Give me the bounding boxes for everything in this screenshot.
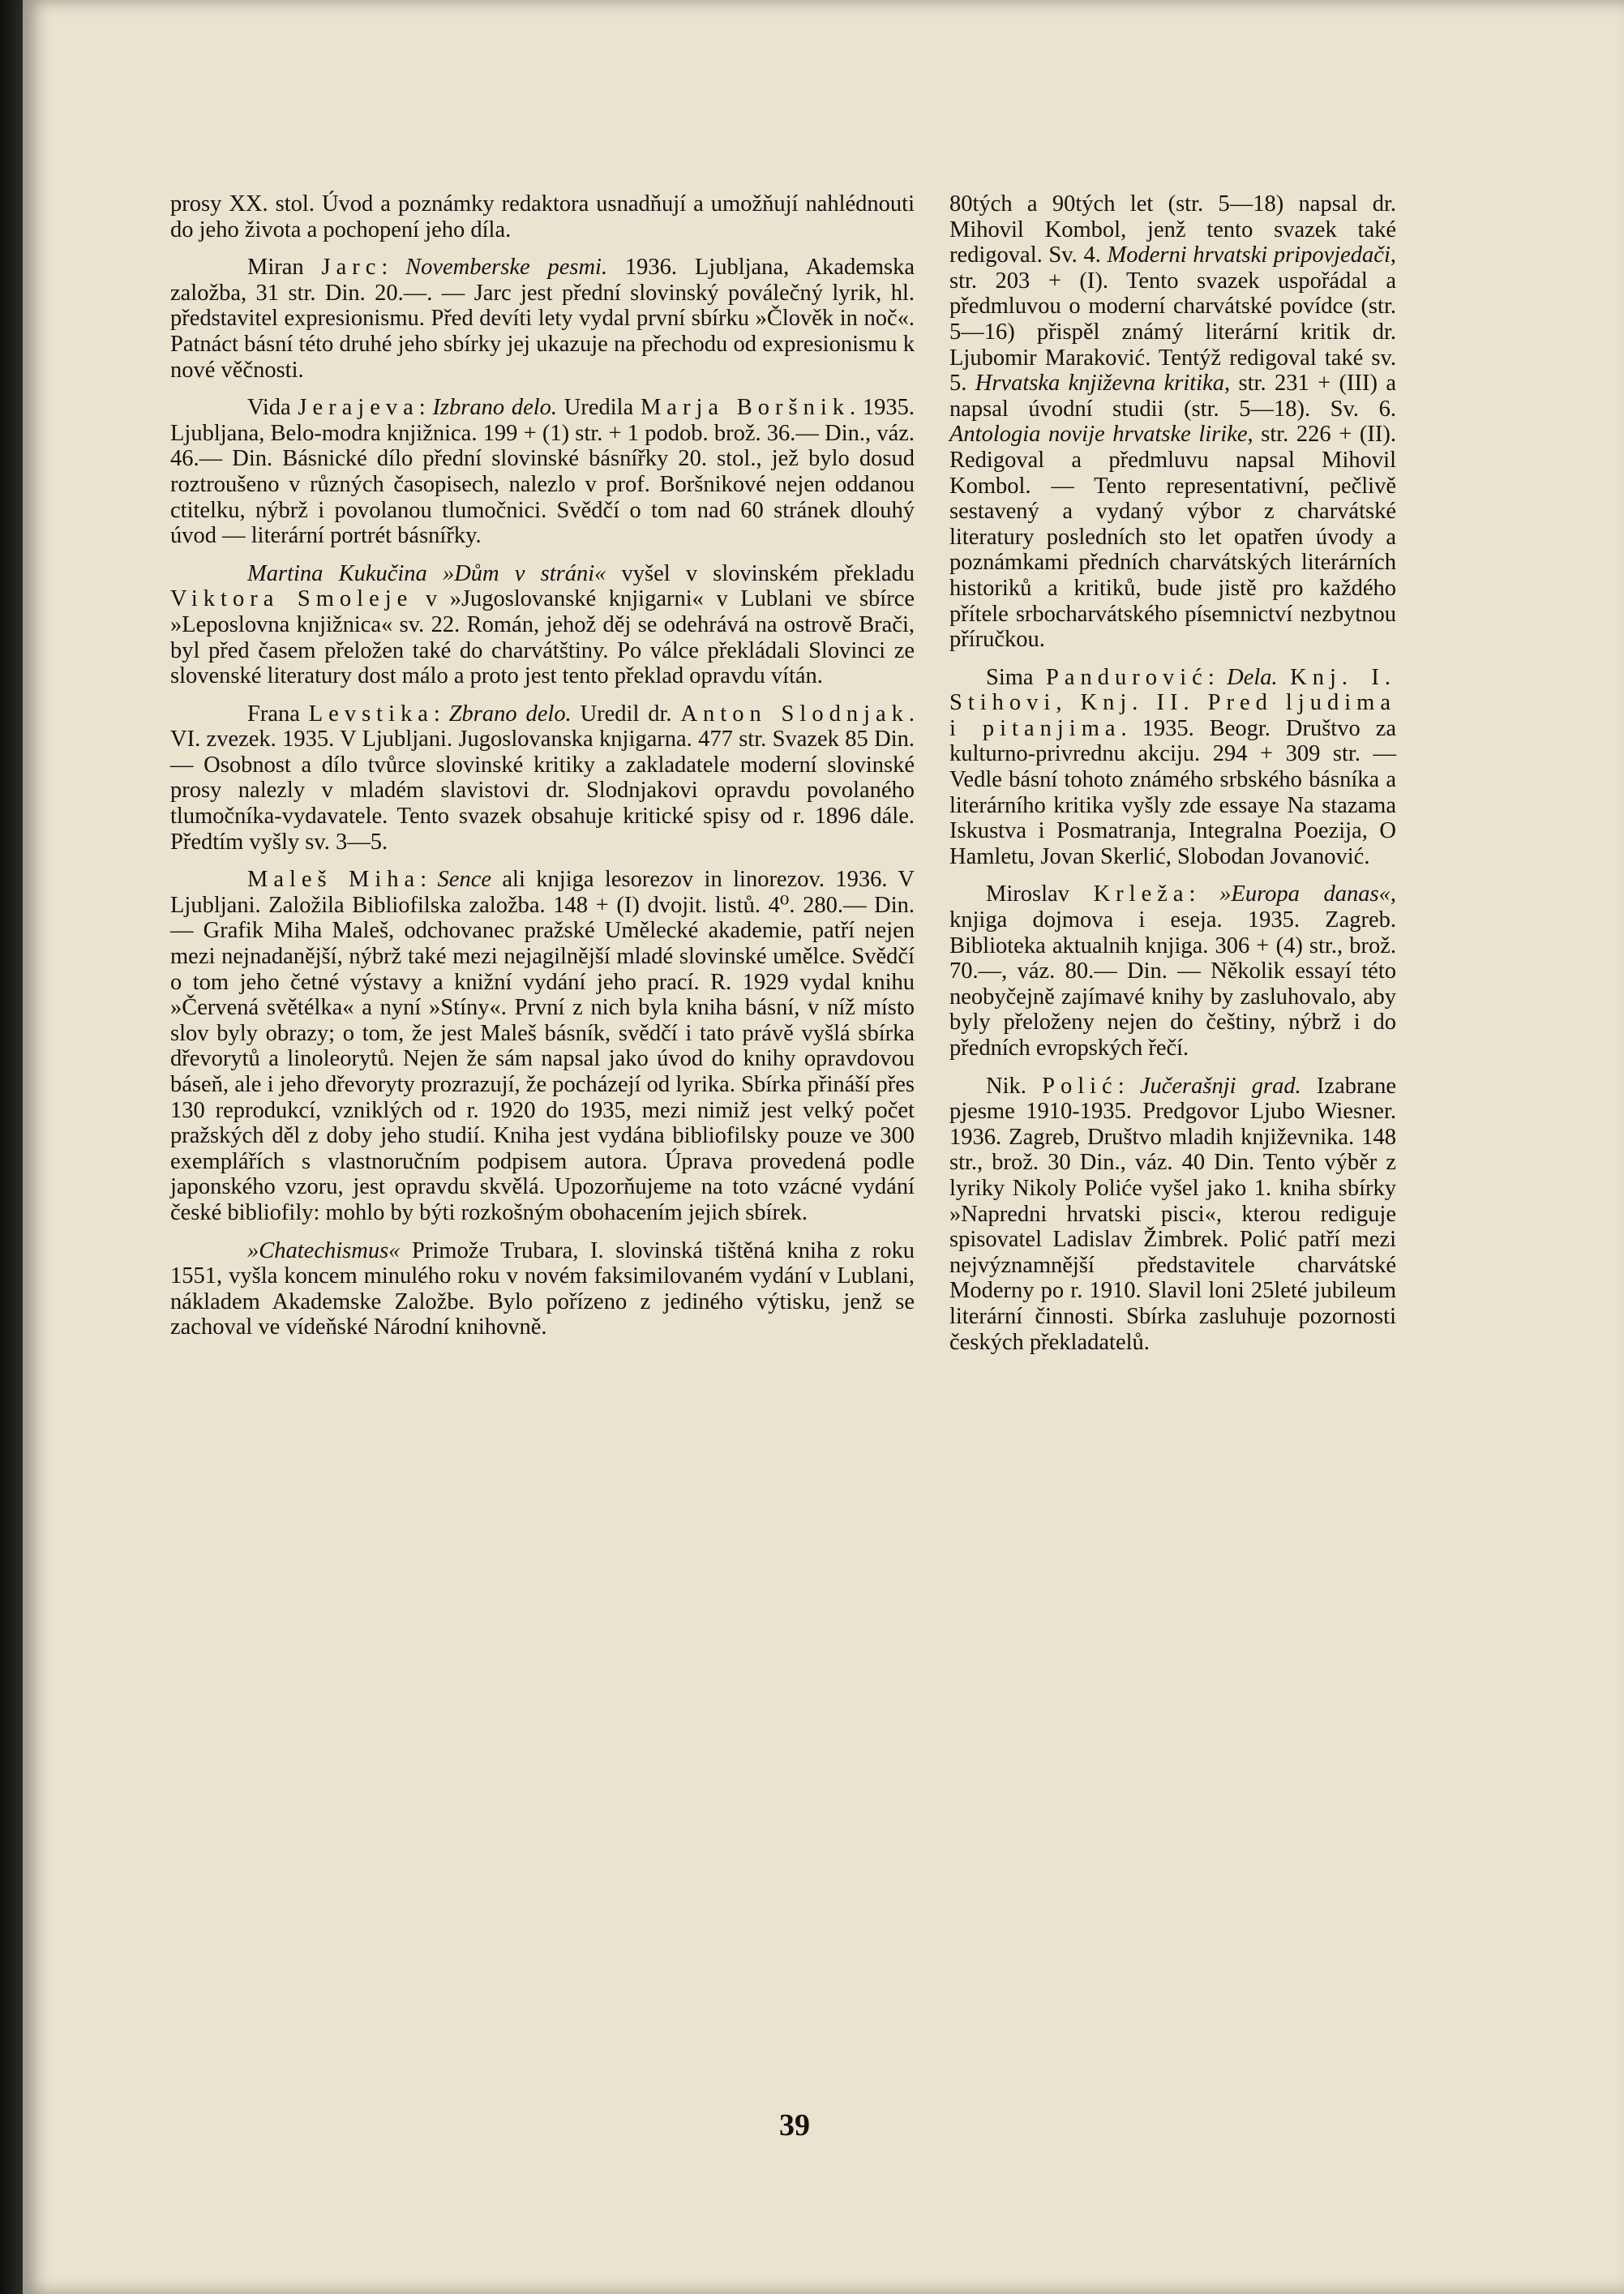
paragraph-text: . 1935. Ljubljana, Belo-modra knjižnica. 199 + (1) str. + 1 podob. brož. 36.— Din., váz. 46.— Din. Básnické dílo přední slovinské básnířky 20. stol., jež bylo dosud roztroušeno v různých časopisech, nalezlo v prof. Boršnikové nejen oddanou ctitelku, nýbrž i povolanou tlumočnici. Svědčí o tom nad 60 stránek dlouhý úvod — literární portrét básnířky. (170, 395, 915, 549)
book-title: Antologia novije hrvatske lirike (949, 422, 1248, 448)
author-first-name: Vida (247, 395, 298, 421)
author-name: Maleš Miha (247, 867, 421, 893)
paragraph-text: , str. 203 + (I). Tento svazek uspořádal a předmluvou o moderní charvátské povídce (str. 5—16) přispěl známý literární kritik dr. Ljubomir Maraković. Tentýž redigoval také sv. 5. (949, 242, 1396, 397)
book-title: Jučerašnji grad. (1139, 1073, 1301, 1099)
review-paragraph (170, 1238, 915, 1340)
author-last-name: Jarc (321, 255, 382, 281)
paragraph-text: . VI. zvezek. 1935. V Ljubljani. Jugoslovanska knjigarna. 477 str. Svazek 85 Din. — Osobnost a dílo tvůrce slovinské kritiky a zakladatele moderní slovinské prosy nalezly v mladém slavistovi dr. Slodnjakovi opravdu povolaného tlumočníka-vydavatele. Tento svazek obsahuje kritické spisy od r. 1896 dále. Předtím vyšly sv. 3—5. (170, 701, 915, 855)
author-last-name: Jerajeva (298, 395, 419, 421)
book-title: Novemberske pesmi. (405, 255, 608, 281)
paragraph-text: Uredila (557, 395, 641, 421)
paragraph-text: Primože Trubara, I. slovinská tištěná kniha z roku 1551, vyšla koncem minulého roku v novém faksimilovaném vydání v Lublani, nákladem Akademske Založbe. Bylo pořízeno z jediného výtisku, jenž se zachoval ve vídeňské Národní knihovně. (170, 1237, 915, 1340)
book-title: Martina Kukučina »Dům v stráni« (247, 560, 606, 586)
paragraph-text: Izabrane pjesme 1910-1935. Predgovor Ljubo Wiesner. 1936. Zagreb, Društvo mladih književnika. 148 str., brož. 30 Din., váz. 40 Din. Tento výběr z lyriky Nikoly Poliće vyšel jako 1. kniha sbírky »Napredni hrvatski pisci«, kterou rediguje spisovatel Ladislav Žimbrek. Polić patří mezi nejvýznamnější představitele charvátské Moderny po r. 1910. Slavil loni 25leté jubileum literární činnosti. Sbírka zasluhuje pozornosti českých překladatelů. (949, 1073, 1397, 1355)
author-last-name: Levstika (308, 701, 434, 727)
separator: : (433, 701, 449, 727)
separator: : (1117, 1073, 1140, 1099)
editor-name: Anton Slodnjak (680, 701, 909, 727)
book-title: »Chatechismus« (247, 1237, 401, 1263)
book-title: »Europa danas« (1219, 881, 1390, 907)
editor-name: Marja Boršnik (640, 395, 851, 421)
paragraph-text: prosy XX. stol. Úvod a poznámky redaktora usnadňují a umožňují nahlédnouti do jeho života a pochopení jeho díla. (170, 191, 915, 242)
left-column (170, 191, 915, 1353)
author-first-name: Frana (247, 701, 309, 727)
book-title: Dela. (1227, 664, 1278, 690)
author-first-name: Sima (986, 664, 1046, 690)
review-paragraph (170, 191, 915, 242)
review-paragraph (949, 665, 1396, 870)
right-column (949, 191, 1396, 1367)
book-title: Hrvatska književna kritika (975, 371, 1225, 397)
author-last-name: Krleža (1093, 881, 1189, 907)
page-number: 39 (779, 2108, 810, 2142)
translator-name: Viktora Smoleje (170, 586, 413, 612)
separator: : (420, 867, 438, 893)
paragraph-text: vyšel v slovinském překladu (606, 560, 915, 586)
paragraph-text: 1936. Ljubljana, Akademska založba, 31 str. Din. 20.—. — Jarc jest přední slovinský poválečný lyrik, hl. představitel expresionismu. Před devíti lety vydal první sbírku »Člověk in noč«. Patnáct básní této druhé jeho sbírky jej ukazuje na přechodu od expresionismu k nové věčnosti. (170, 255, 915, 383)
review-paragraph (170, 867, 915, 1225)
book-title: Zbrano delo. (448, 701, 572, 727)
book-title: Moderni hrvatski pripovjedači (1107, 242, 1390, 268)
paragraph-text: ali knjiga lesorezov in linorezov. 1936. V Ljubljani. Založila Bibliofilska založba. 148 + (I) dvojit. listů. 4⁰. 280.— Din. — Grafik Miha Maleš, odchovanec pražské Umělecké akademie, patří nejen mezi nejnadanější, nýbrž také mezi nejagilnější mladé slovinské umělce. Svědčí o tom jeho četné výstavy a knižní vydání jeho prací. R. 1929 vydal knihu »Červená světélka« a nyní »Stíny«. První z nich byla kniha básní, v níž místo slov byly obrazy; o tom, že jest Maleš básník, svědčí i tato právě vyšlá sbírka dřevorytů a linoleorytů. Nejen že sám napsal jako úvod do knihy opravdovou báseň, ale i jeho dřevoryty prozrazují, že pocházejí od lyrika. Sbírka přináší přes 130 reprodukcí, vzniklých od r. 1920 do 1935, mezi nimiž jest velký počet pražských děl z doby jeho studií. Kniha jest vydána bibliofilsky pouze ve 300 exemplářích s vlastnoručním podpisem autora. Úprava provedená podle japonského vzoru, jest opravdu skvělá. Upozorňujeme na toto vzácné vydání české bibliofily: mohlo by býti rozkošným obohacením jejich sbírek. (170, 867, 915, 1225)
paragraph-text: v »Jugoslovanské knjigarni« v Lublani ve sbírce »Leposlovna knjižnica« sv. 22. Román, jehož děj se odehrává na ostrově Brači, byl před časem přeložen také do charvátštiny. Po válce překládali Slovinci ze slovenské literatury dost málo a proto jest tento překlad opravdu vítán. (170, 586, 915, 689)
review-paragraph (170, 395, 915, 549)
author-first-name: Nik. (986, 1073, 1043, 1099)
separator: : (1189, 881, 1220, 907)
separator: : (381, 255, 406, 281)
paragraph-text: Uredil dr. (571, 701, 681, 727)
book-title: Izbrano delo. (432, 395, 558, 421)
paragraph-text: 80tých a 90tých let (str. 5—18) napsal dr. Mihovil Kombol, jenž tento svazek také redigoval. Sv. 4. (949, 191, 1396, 268)
review-paragraph (170, 561, 915, 689)
volume-titles: Knj. I. Stihovi, Knj. II. Pred ljudima i pitanjima (949, 664, 1397, 741)
separator: : (418, 395, 433, 421)
review-paragraph (170, 701, 915, 855)
review-paragraph (170, 255, 915, 383)
author-last-name: Pandurović (1046, 664, 1208, 690)
paragraph-text: , knjiga dojmova i eseja. 1935. Zagreb. Biblioteka aktualnih knjiga. 306 + (4) str., brož. 70.—, váz. 80.— Din. — Několik essayí této neobyčejně zajímavé knihy by zasluhovalo, aby byly přeloženy nejen do češtiny, nýbrž i do předních evropských řečí. (949, 881, 1396, 1061)
author-first-name: Miroslav (986, 881, 1094, 907)
paragraph-text: , str. 231 + (III) a napsal úvodní studii (str. 5—18). Sv. 6. (949, 371, 1396, 422)
paragraph-text: . 1935. Beogr. Društvo za kulturno-privrednu akciju. 294 + 309 str. — Vedle básní tohoto známého srbského básníka a literárního kritika vyšly zde essaye Na stazama Iskustva i Posmatranja, Integralna Poezija, O Hamletu, Jovan Skerlić, Slobodan Jovanović. (949, 715, 1396, 869)
separator: : (1207, 664, 1228, 690)
author-last-name: Polić (1042, 1073, 1118, 1099)
review-paragraph (949, 881, 1396, 1061)
author-first-name: Miran (247, 255, 322, 281)
book-spine-shadow (0, 0, 23, 2294)
review-paragraph (949, 1074, 1396, 1356)
book-title: Sence (437, 867, 491, 893)
paragraph-text: , str. 226 + (II). Redigoval a předmluvu napsal Mihovil Kombol. — Tento representativní, pečlivě sestavený a vydaný výbor z charvátské literatury posledních sto let opatřen úvody a poznámkami předních charvátských literárních historiků a kritiků, bude jistě pro každého přítele srbocharvátského písemnictví nezbytnou příručkou. (949, 422, 1396, 653)
review-paragraph (949, 191, 1396, 653)
